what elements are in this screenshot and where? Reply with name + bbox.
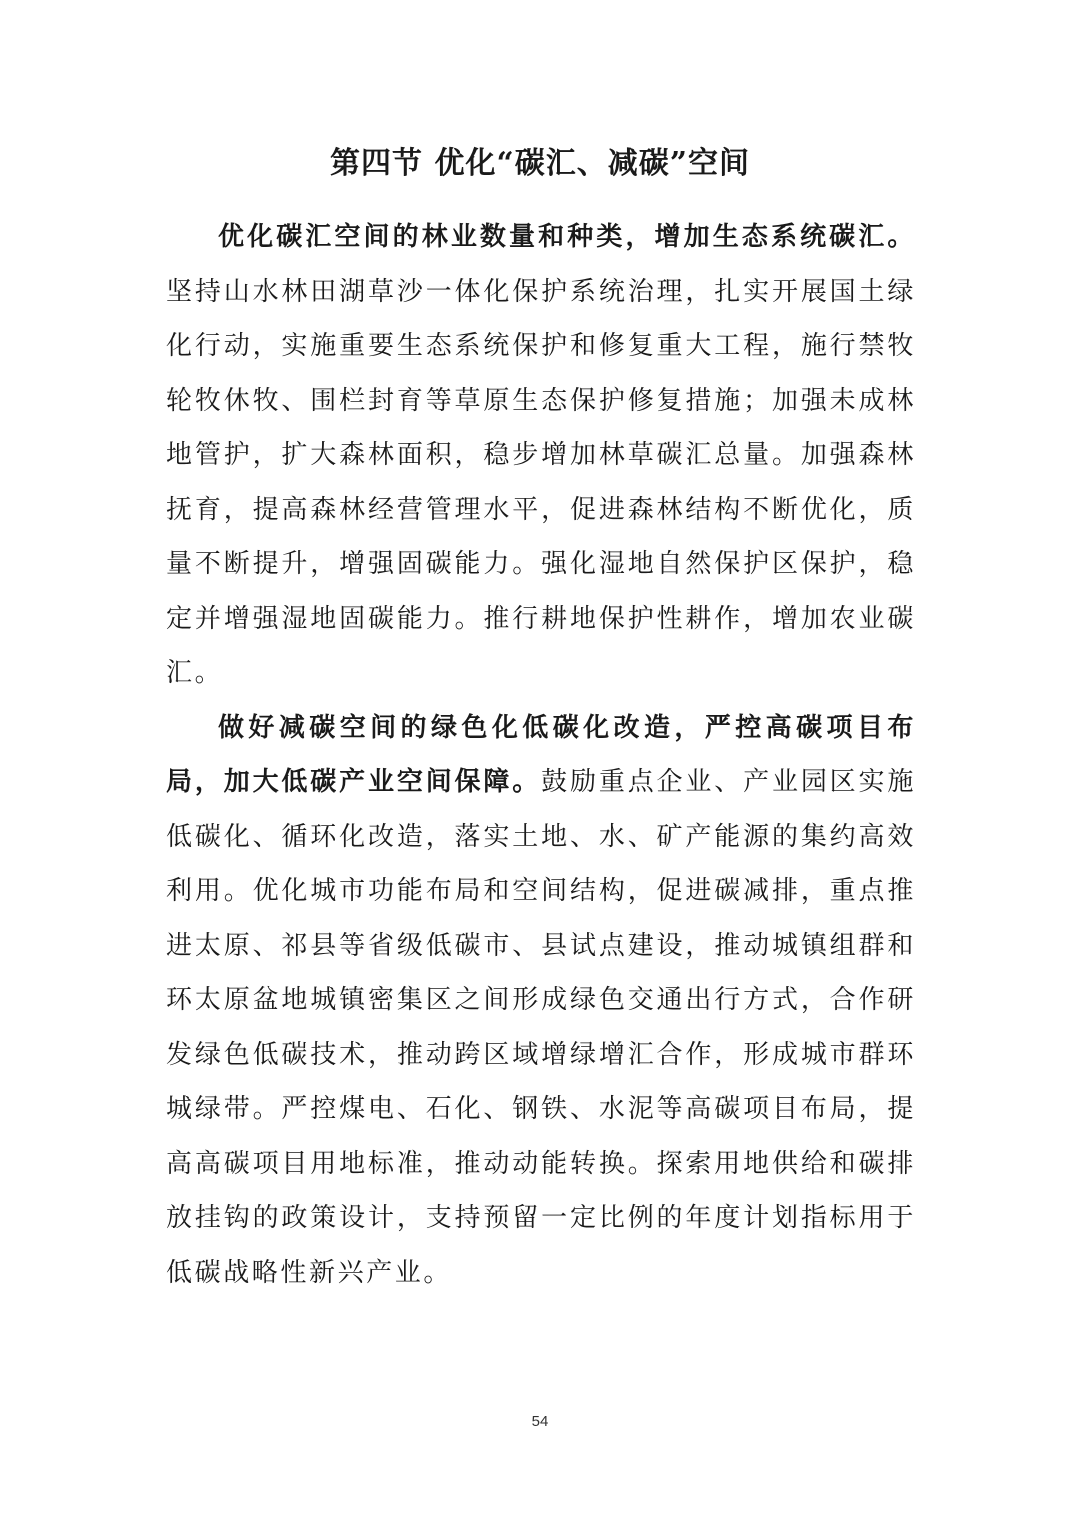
paragraph-carbon-reduction xyxy=(166,701,916,1301)
section-heading: 第四节 优化“碳汇、减碳”空间 xyxy=(330,146,750,181)
body-text xyxy=(166,210,916,1300)
paragraph-body: 坚持山水林田湖草沙一体化保护系统治理，扎实开展国土绿化行动，实施重要生态系统保护和修复重大工程，施行禁牧轮牧休牧、围栏封育等草原生态保护修复措施；加强未成林地管护，扩大森林面积，稳步增加林草碳汇总量。加强森林抚育，提高森林经营管理水平，促进森林结构不断优化，质量不断提升，增强固碳能力。强化湿地自然保护区保护，稳定并增强湿地固碳能力。推行耕地保护性耕作，增加农业碳汇。 xyxy=(166,276,916,688)
paragraph-lead: 做好减碳空间的绿色化低碳化改造，严控高碳项目布局，加大低碳产业空间保障。 xyxy=(166,712,916,797)
paragraph-body: 鼓励重点企业、产业园区实施低碳化、循环化改造，落实土地、水、矿产能源的集约高效利用。优化城市功能布局和空间结构，促进碳减排，重点推进太原、祁县等省级低碳市、县试点建设，推动城镇组群和环太原盆地城镇密集区之间形成绿色交通出行方式，合作研发绿色低碳技术，推动跨区域增绿增汇合作，形成城市群环城绿带。严控煤电、石化、钢铁、水泥等高碳项目布局，提高高碳项目用地标准，推动动能转换。探索用地供给和碳排放挂钩的政策设计，支持预留一定比例的年度计划指标用于低碳战略性新兴产业。 xyxy=(166,767,916,1288)
page-number: 54 xyxy=(531,1413,549,1430)
paragraph-carbon-sink xyxy=(166,210,916,701)
paragraph-lead: 优化碳汇空间的林业数量和种类，增加生态系统碳汇。 xyxy=(218,222,916,252)
